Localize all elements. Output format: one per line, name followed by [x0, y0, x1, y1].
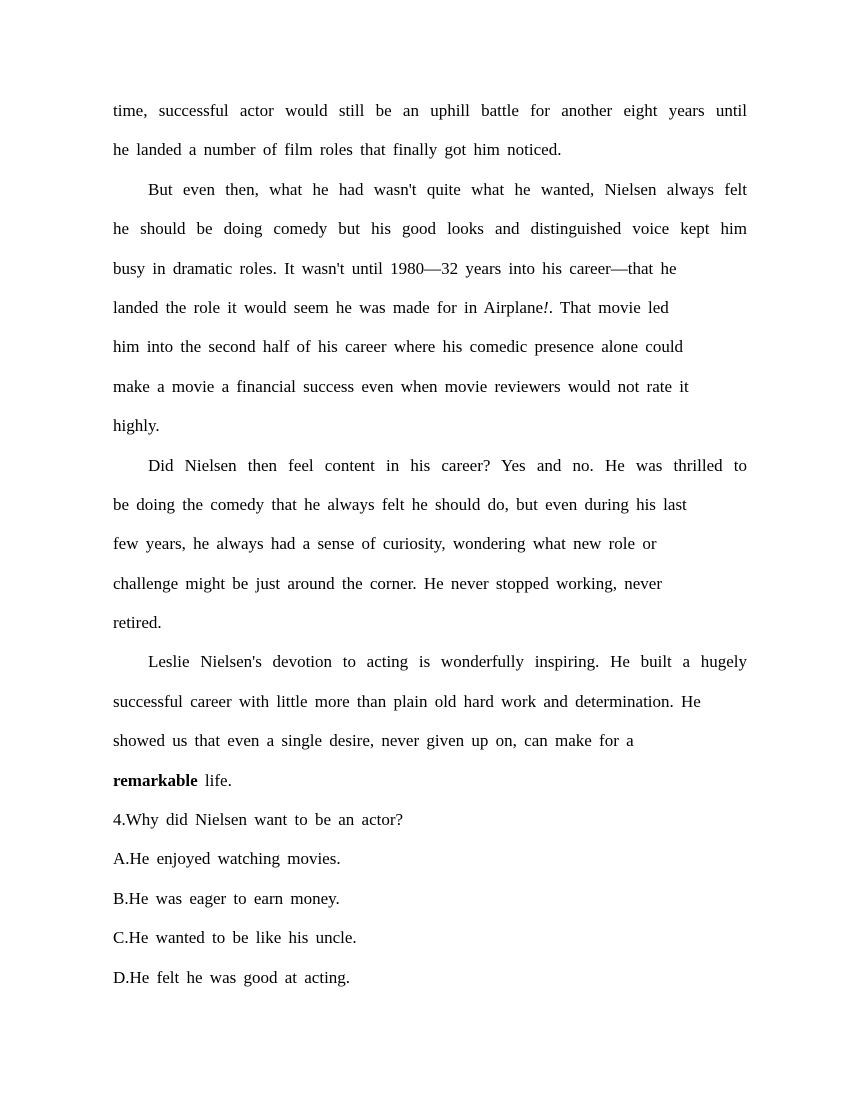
passage-text: landed the role it would seem he was made for in Airplane — [113, 297, 544, 317]
passage-line: Leslie Nielsen's devotion to acting is wonderfully inspiring. He built a hugely — [148, 652, 747, 672]
exclamation-mark: ! — [543, 297, 549, 317]
passage-line: make a movie a financial success even when movie reviewers would not rate it — [113, 376, 689, 396]
passage-line: few years, he always had a sense of curiosity, wondering what new role or — [113, 534, 657, 554]
reading-passage — [113, 91, 747, 997]
answer-option-c: C.He wanted to be like his uncle. — [113, 928, 357, 948]
passage-text: life. — [197, 770, 232, 790]
passage-line — [113, 761, 747, 800]
passage-line: time, successful actor would still be an uphill battle for another eight years until — [113, 101, 747, 120]
passage-line: showed us that even a single desire, never given up on, can make for a — [113, 731, 634, 751]
passage-line: challenge might be just around the corner. He never stopped working, never — [113, 573, 662, 593]
passage-line — [113, 288, 747, 327]
bold-keyword: remarkable — [113, 770, 198, 790]
passage-line: be doing the comedy that he always felt he should do, but even during his last — [113, 494, 687, 514]
answer-option-a: A.He enjoyed watching movies. — [113, 849, 341, 869]
passage-line: he should be doing comedy but his good looks and distinguished voice kept him — [113, 219, 747, 239]
passage-line: he landed a number of film roles that finally got him noticed. — [113, 140, 562, 160]
passage-line: successful career with little more than plain old hard work and determination. He — [113, 691, 701, 711]
answer-option-d: D.He felt he was good at acting. — [113, 967, 351, 987]
passage-text: . That movie led — [548, 297, 669, 317]
answer-option-b: B.He was eager to earn money. — [113, 888, 340, 908]
passage-line: highly. — [113, 416, 160, 436]
passage-line: Did Nielsen then feel content in his career? Yes and no. He was thrilled to — [148, 455, 747, 475]
question-stem: 4.Why did Nielsen want to be an actor? — [113, 810, 404, 830]
passage-line: him into the second half of his career where his comedic presence alone could — [113, 337, 684, 357]
passage-line: busy in dramatic roles. It wasn't until 1980—32 years into his career—that he — [113, 258, 677, 278]
passage-line: But even then, what he had wasn't quite what he wanted, Nielsen always felt — [148, 179, 747, 199]
passage-line: retired. — [113, 613, 162, 633]
